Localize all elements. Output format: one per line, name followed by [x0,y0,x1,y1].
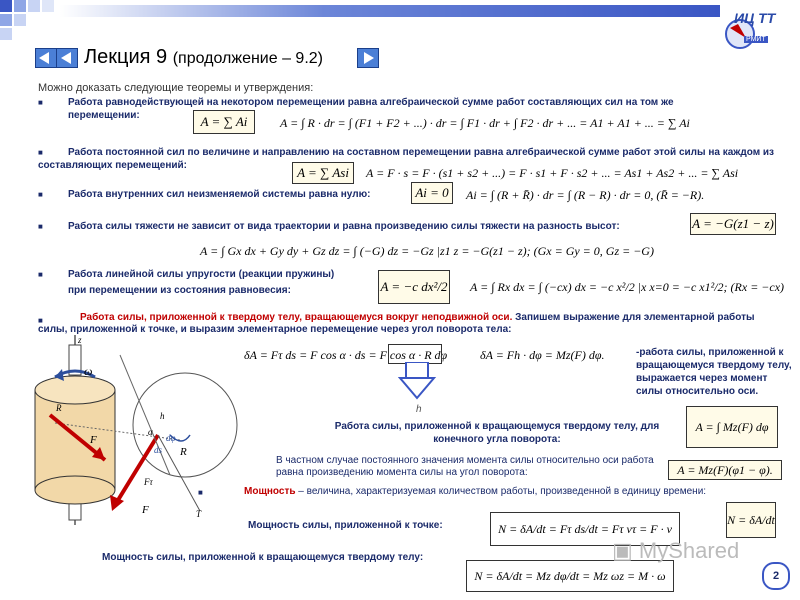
rotation-paragraph [38,312,758,336]
item-3-text: Работа внутренних сил неизменяемой системы равна нулю: [68,189,371,200]
item-4-formula: A = ∫ Gx dx + Gy dy + Gz dz = ∫ (−G) dz = −Gz |z1 z = −G(z1 − z); (Gx = Gy = 0, Gz = −G) [200,244,654,258]
R-label: R [56,403,62,413]
item-3-box: Ai = 0 [411,182,453,204]
bullet: ■ [38,190,43,199]
finite-text: Работа силы, приложенной к вращающемуся твердому телу, для конечного угла поворота: [334,421,660,445]
bullet: ■ [198,488,203,497]
logo-text: ИЦ ТТ [734,10,776,26]
bullet: ■ [38,98,43,107]
h-label: h [160,411,165,421]
power-point-formula: N = δA/dt = Fτ ds/dt = Fτ vτ = F · v [490,512,680,546]
item-1-text: Работа равнодействующей на некотором перемещении равна алгебраической сумме работ составляющих сил на том же перемещении: [68,97,674,121]
title-paren: (продолжение – 9.2) [172,50,323,67]
page-number [762,562,790,590]
rotation-heading: Работа силы, приложенной к твердому телу, вращающемуся вокруг неподвижной оси. [80,312,513,323]
finite-box: A = ∫ Mz(F) dφ [686,406,778,448]
z-label: z [78,335,82,345]
power-line [244,486,706,497]
decor-square [0,0,12,12]
item-4-text: Работа силы тяжести не зависит от вида траектории и равна произведению силы тяжести на разность высот: [68,221,620,232]
item-5-formula: A = ∫ Rx dx = ∫ (−cx) dx = −c x²/2 |x x=0 = −c x1²/2; (Rx = −cx) [470,280,785,294]
rotation-formula-2: δA = Fh · dφ = Mz(F) dφ. [480,348,605,362]
power-point-label: Мощность силы, приложенной к точке: [248,520,443,531]
decor-square [42,0,54,12]
ds-label: ds [154,445,163,455]
prev-slide-button[interactable] [56,48,78,68]
formula-highlight-box [388,344,442,364]
rotation-formula-1: δA = Fτ ds = F cos α · ds = F cos α · R dφ [244,348,448,362]
item-5-box: A = −c dx²/2 [378,270,450,304]
cylinder-top [35,376,115,404]
rotation-side-text: -работа силы, приложенной к вращающемуся твердому телу, выражается через момент силы относительно оси. [636,347,792,397]
const-box: A = Mz(F)(φ1 − φ). [668,460,782,480]
power-rot-formula: N = δA/dt = Mz dφ/dt = Mz ωz = M · ω [466,560,674,592]
watermark-icon: ▣ [612,538,639,563]
Fbar-label: F [142,504,149,516]
power-heading: Мощность [244,486,296,497]
watermark [612,538,739,564]
force-arrow-tangent [115,435,158,505]
item-1-box: A = ∑ Ai [193,110,255,134]
rotation-text: Запишем выражение для элементарной работы силы, приложенной к точке, и выразим элементарное перемещение через угол поворота тела: [38,312,755,335]
dphi-label: dφ [166,433,176,443]
down-arrow-icon [398,362,438,402]
omega-label: ω [84,364,93,378]
bullet: ■ [38,316,43,325]
item-5-text-1: Работа линейной силы упругости (реакции пружины) [68,269,335,280]
const-text: В частном случае постоянного значения момента силы относительно оси работа равна произведению момента силы на угол поворота: [276,455,654,478]
item-2-formula: A = F · s = F · (s1 + s2 + ...) = F · s1 + F · s2 + ... = As1 + As2 + ... = ∑ Asi [366,166,739,180]
watermark-text: MyShared [638,538,740,563]
decor-square [14,0,26,12]
first-slide-button[interactable] [35,48,57,68]
Ft-label: Fτ [144,477,153,487]
power-box: N = δA/dt [726,502,776,538]
decor-square [0,14,12,26]
T-label: T [196,509,202,519]
item-3-formula: Ai = ∫ (R + R̄) · dr = ∫ (R − R) · dr = 0, (R̄ = −R). [466,188,705,202]
item-5-text-2: при перемещении из состояния равновесия: [68,285,291,296]
next-slide-button[interactable] [357,48,379,68]
bullet: ■ [38,148,43,157]
header-bar [60,5,720,17]
page-number-label: 2 [772,570,780,582]
r-label: R [180,446,187,458]
item-2-text: Работа постоянной сил по величине и направлению на составном перемещении равна алгебраической сумме работ этой силы на каждом из составляющих перемещений: [38,147,774,171]
arrow-label: h [416,404,422,415]
logo-subtext: РМИТ [746,36,766,43]
F-label: F [90,434,97,446]
power-text: – величина, характеризуемая количеством работы, произведенной в единицу времени: [295,486,707,497]
decor-square [0,28,12,40]
rotating-body-diagram [20,335,250,535]
decor-square [28,0,40,12]
item-2-box: A = ∑ Asi [292,162,354,184]
decor-square [14,14,26,26]
bullet: ■ [38,270,43,279]
intro-text: Можно доказать следующие теоремы и утверждения: [38,82,314,94]
power-rot-label: Мощность силы, приложенной к вращающемуся твердому телу: [102,552,424,563]
logo [712,8,782,50]
page-title [84,46,323,69]
trajectory-circle [133,373,237,477]
cylinder-body [35,390,115,490]
item-4-box: A = −G(z1 − z) [690,213,776,235]
bullet: ■ [38,222,43,231]
alpha-label: α [148,427,153,437]
item-1-formula: A = ∫ R · dr = ∫ (F1 + F2 + ...) · dr = ∫ F1 · dr + ∫ F2 · dr + ... = A1 + A1 + ... = ∑ Ai [280,116,690,130]
title-main: Лекция 9 [84,46,168,68]
